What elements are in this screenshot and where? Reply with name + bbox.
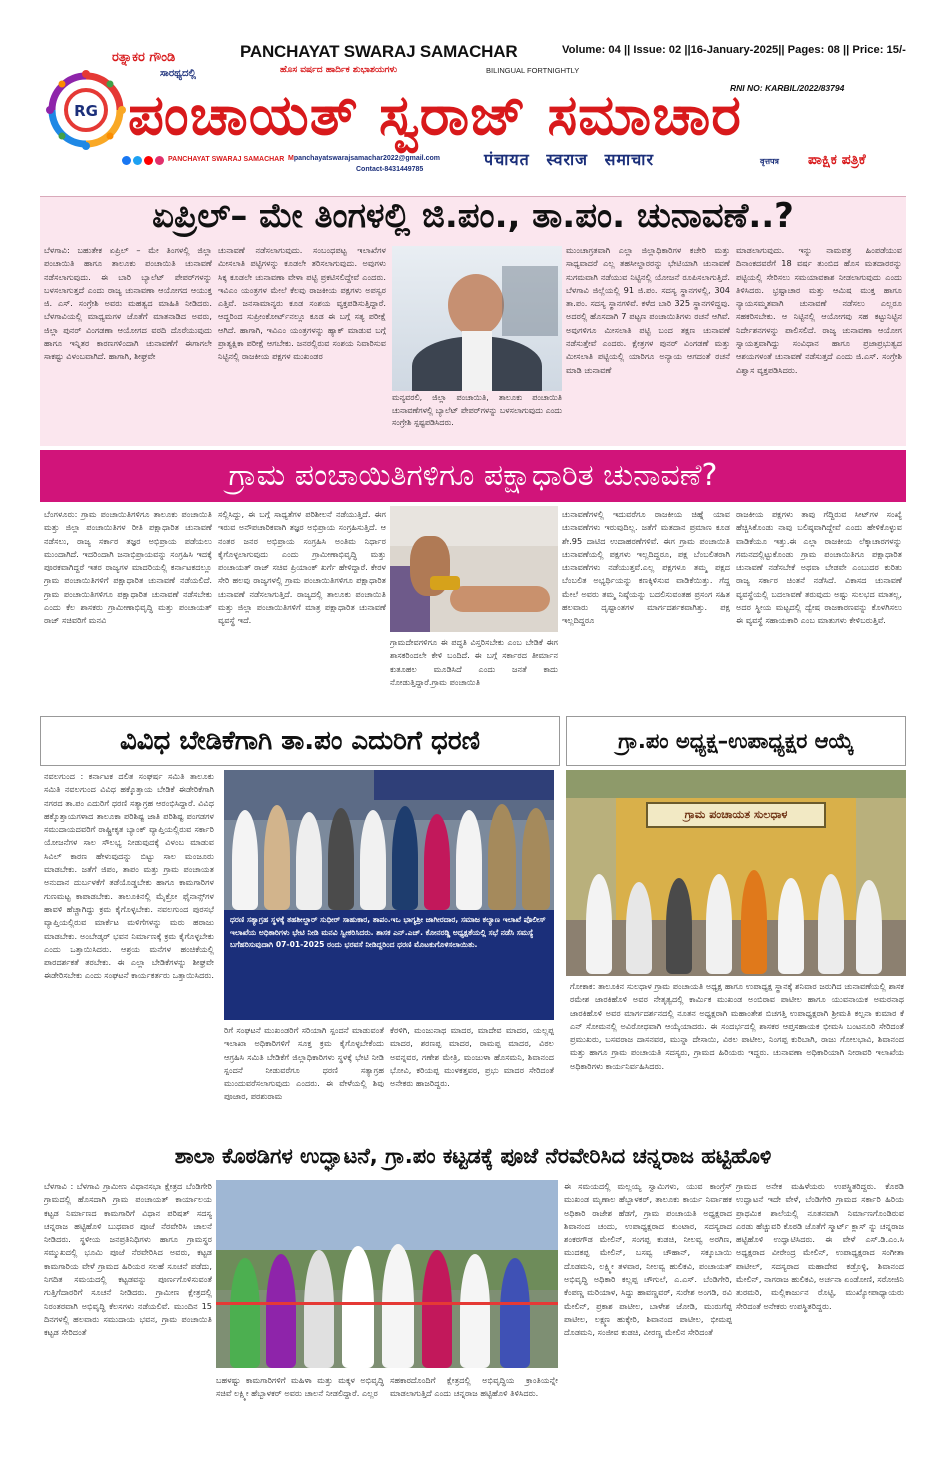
article-school-headline: ಶಾಲಾ ಕೊಠಡಿಗಳ ಉದ್ಘಾಟನೆ, ಗ್ರಾ.ಪಂ ಕಟ್ಟಡಕ್ಕೆ ಪೂಜೆ ನೆರವೇರಿಸಿದ ಚನ್ನರಾಜ ಹಟ್ಟಿಹೊಳಿ xyxy=(174,1144,772,1168)
article-party-col5: ರಾಜಕೀಯ ಪಕ್ಷಗಳು ತಾವು ಗೆದ್ದಿರುವ ಸೀಟ್‌ಗಳ ಸಂಖ್ಯೆ ಹೆಚ್ಚಿಸಿಕೊಂಡು ನಾವು ಬಲಿಷ್ಠವಾಗಿದ್ದೇವೆ ಎಂದು ಹೇಳಿಕೊಳ್ಳುವ ವಾಡಿಕೆಯೂ ಇತ್ತು.ಈ ಎಲ್ಲಾ ರಾಜಕೀಯ ಲೆಕ್ಕಾಚಾರಗಳನ್ನು ಗಮನದಲ್ಲಿಟ್ಟುಕೊಂಡು ಗ್ರಾಮ ಪಂಚಾಯಿತಿಗೂ ಪಕ್ಷಾಧಾರಿತ ಚುನಾವಣೆ ನಡೆಸಬೇಕೆ ಅಥವಾ ಬೇಡವೇ ಎಂಬುದರ ಕುರಿತು ರಾಜ್ಯ ಸರ್ಕಾರ ಚಿಂತನೆ ನಡೆಸಿದೆ. ವಿಕಾಸದ ಚುನಾವಣೆ ವ್ಯವಸ್ಥೆಯಲ್ಲಿ ಬದಲಾವಣೆ ತರುವುದು ಅಷ್ಟು ಸುಲಭದ ಮಾತಲ್ಲ, ಅದರ ಸ್ಥೀಯ ಮಟ್ಟದಲ್ಲಿ ದ್ವೇಷ ರಾಜಕಾರಣವನ್ನು ಕೊಳಗಿಸಲು ಈ ವ್ಯವಸ್ಥೆ ಸಹಾಯಕಾರಿ ಎಂಬ ಮಾತುಗಳು ಕೇಳಿಬರುತ್ತಿವೆ. xyxy=(736,509,902,626)
brand-sub: ಸಾರಥ್ಯದಲ್ಲಿ xyxy=(160,68,196,79)
article-protest-col1: ನವಲಗುಂದ : ಕರ್ನಾಟಕ ದಲಿತ ಸಂಘರ್ಷ ಸಮಿತಿ ತಾಲೂಕು ಸಮಿತಿ ನವಲಗುಂದ ವಿವಿಧ ಹಕ್ಕೊತ್ತಾಯ ಬೇಡಿಕೆ ಈಡೇರಿಕೆಗಾಗಿ ನಗರದ ತಾ.ಪಂ ಎದುರಿಗೆ ಧರಣಿ ಸತ್ಯಾಗ್ರಹ ಆರಂಭಿಸಿದ್ದಾರೆ. ವಿವಿಧ ಹಕ್ಕೊತ್ತಾಯಗಳಾದ ತಾಲೂಕಾ ಪರಿಶಿಷ್ಟ ಜಾತಿ ಪರಿಶಿಷ್ಟ ಪಂಗಡಗಳ ಸಮುದಾಯದವರಿಗೆ ರಾಷ್ಟ್ರೀಕೃತ ಬ್ಯಾಂಕ್ ವ್ಯಾಪ್ತಿಯಲ್ಲಿರುವ ಸರ್ಕಾರಿ ಯೋಜನೆಗಳ ಸಾಲ ಸೌಲಭ್ಯ ನೀಡುವುದಕ್ಕೆ ವಿಳಂಬ ಮಾಡುವ ಸಿವಿಲ್ ಕಾರಣ ಹೇಳುವುದನ್ನು ಬಿಟ್ಟು ಸಾಲ ಮಂಜೂರು ಮಾಡಬೇಕು. ಜತೆಗೆ ಜಿಪಂ, ತಾಪಂ ಮತ್ತು ಗ್ರಾಮ ಪಂಚಾಯತ ಅನುದಾನ ದುರ್ಬಳಕೆಗೆ ತಡೆಯೊಡ್ಡಬೇಕು ಹಾಗೂ ಕಾಮಗಾರಿಗಳ ಗುಣಮಟ್ಟ ಕಾಪಾಡಬೇಕು. ತಾಲೂಕಿನಲ್ಲಿ ಮೈಕ್ರೋ ಫೈನಾನ್ಸ್‌ಗಳ ಹಾವಳಿ ಹೆಚ್ಚಾಗಿದ್ದು ಕ್ರಮ ಕೈಗೊಳ್ಳಬೇಕು. ನವಲಗುಂದ ಪುರಸಭೆ ವ್ಯಾಪ್ತಿಯಲ್ಲಿರುವ ಮಾರ್ಕೆಟ ಮಳಿಗೆಗಳನ್ನು ಮರು ಹರಾಜು ಮಾಡಬೇಕು. ಅಂಬೇಡ್ಕರ್ ಭವನ ನಿರ್ಮಾಣಕ್ಕೆ ಕ್ರಮ ಕೈಗೊಳ್ಳಬೇಕು ಎಂದು ಒತ್ತಾಯಿಸಿದರು. ಆಶ್ರಯ ಮನೆಗಳ ಹಂಚಿಕೆಯಲ್ಲಿ ಪಾರದರ್ಶಕತೆ ತರಬೇಕು. ಈ ಎಲ್ಲಾ ಬೇಡಿಕೆಗಳನ್ನು ಶೀಘ್ರವೇ ಈಡೇರಿಸಬೇಕು ಎಂದು ಸಂಘಟನೆ ಕಾರ್ಯಕರ್ತರು ಒತ್ತಾಯಿಸಿದರು. xyxy=(44,771,214,981)
contact: Contact-8431449785 xyxy=(356,166,424,173)
article-school-col2: ಬಹಳಷ್ಟು ಕಾಮಗಾರಿಗಳಿಗೆ ಮಹಿಳಾ ಮತ್ತು ಮಕ್ಕಳ ಅಭಿವೃದ್ಧಿ ಸಚಿವೆ ಲಕ್ಷ್ಮೀ ಹೆಬ್ಬಾಳಕರ್ ಅವರು ಚಾಲನೆ ನೀಡಲಿದ್ದಾರೆ. ಎಲ್ಲರ xyxy=(216,1375,384,1399)
article-election-col3: ಮುಂಚಾಗ್ರತವಾಗಿ ಎಲ್ಲಾ ಜಿಲ್ಲಾಧಿಕಾರಿಗಳ ಕಚೇರಿ ಮತ್ತು ಸಾಧ್ಯವಾದರೆ ಎಲ್ಲ ತಹಸೀಲ್ದಾರರನ್ನು ಭೇಟಿಯಾಗಿ ಚುನಾವಣೆ ಸುಗಮವಾಗಿ ನಡೆಯುವ ನಿಟ್ಟಿನಲ್ಲಿ ಯೋಜನೆ ರೂಪಿಸಲಾಗುತ್ತಿದೆ. ಬೆಳಗಾವಿ ಜಿಲ್ಲೆಯಲ್ಲಿ 91 ಜಿ.ಪಂ. ಸದಸ್ಯ ಸ್ಥಾನಗಳಲ್ಲಿ, 304 ತಾ.ಪಂ. ಸದಸ್ಯ ಸ್ಥಾನಗಳಿವೆ. ಕಳೆದ ಬಾರಿ 325 ಸ್ಥಾನಗಳಿದ್ದವು. ಅದರಲ್ಲಿ ಹೊಸದಾಗಿ 7 ಪಟ್ಟಣ ಪಂಚಾಯಿತಿಗಳು ರಚನೆ ಆಗಿವೆ. ಅವುಗಳಿಗೂ ಮೀಸಲಾತಿ ಪಟ್ಟಿ ಬಂದ ತಕ್ಷಣ ಚುನಾವಣೆ ನಡೆಸುತ್ತೇವೆ ಎಂದರು. ಕ್ಷೇತ್ರಗಳ ಪುನರ್ ವಿಂಗಡಣೆ ಮತ್ತು ಮೀಸಲಾತಿ ಪಟ್ಟಿಯಲ್ಲಿ ಯಾರಿಗೂ ಅನ್ಯಾಯ ಆಗದಂತೆ ರಚನೆ ಮಾಡಿ ಚುನಾವಣೆ xyxy=(566,245,730,375)
masthead xyxy=(0,0,945,178)
svg-text:RG: RG xyxy=(74,102,98,120)
article-party-col2: ಸಲ್ಲಿಸಿದ್ದು, ಈ ಬಗ್ಗೆ ಸಾಧ್ಯತೆಗಳ ಪರಿಶೀಲನೆ ನಡೆಯುತ್ತಿದೆ. ಈಗ ಇರುವ ಅನೌಪಚಾರಿಕವಾಗಿ ತಜ್ಞರ ಅಭಿಪ್ರಾಯ ಸಂಗ್ರಹಿಸುತ್ತಿದೆ. ಆ ನಂತರ ಜನರ ಅಭಿಪ್ರಾಯ ಸಂಗ್ರಹಿಸಿ ಅಂತಿಮ ನಿರ್ಧಾರ ಕೈಗೊಳ್ಳಲಾಗುವುದು ಎಂದು ಗ್ರಾಮೀಣಾಭಿವೃದ್ಧಿ ಮತ್ತು ಪಂಚಾಯತ್ ರಾಜ್ ಸಚಿವ ಪ್ರಿಯಾಂಕ್ ಖರ್ಗೆ ಹೇಳಿದ್ದಾರೆ. ಕೇರಳ ಸೇರಿ ಹಲವು ರಾಜ್ಯಗಳಲ್ಲಿ ಗ್ರಾಮ ಪಂಚಾಯಿತಿಗಳಿಗೂ ಪಕ್ಷಾಧಾರಿತ ಚುನಾವಣೆ ನಡೆಸಲಾಗುತ್ತಿದೆ. ರಾಜ್ಯದಲ್ಲಿ ತಾಲೂಕು ಪಂಚಾಯಿತಿ ಮತ್ತು ಜಿಲ್ಲಾ ಪಂಚಾಯಿತಿಗಳಿಗೆ ಮಾತ್ರ ಪಕ್ಷಾಧಾರಿತ ಚುನಾವಣೆ ವ್ಯವಸ್ಥೆ ಇದೆ. xyxy=(218,509,386,626)
article-election-col4: ಮಾಡಲಾಗುವುದು. ಇನ್ನು ನಾಮಪತ್ರ ಹಿಂಪಡೆಯುವ ದಿನಾಂಕದವರೆಗೆ 18 ವರ್ಷ ತುಂಬಿದ ಹೊಸ ಮತದಾರರನ್ನು ಪಟ್ಟಿಯಲ್ಲಿ ಸೇರಿಸಲು ಸಮಯಾವಕಾಶ ನೀಡಲಾಗುವುದು ಎಂದು ತಿಳಿಸಿದರು. ಭ್ರಷ್ಟಾಚಾರ ಮತ್ತು ಆಮಿಷ ಮುಕ್ತ ಹಾಗೂ ನ್ಯಾಯಸಮ್ಮತವಾಗಿ ಚುನಾವಣೆ ನಡೆಸಲು ಎಲ್ಲರೂ ಸಹಕರಿಸಬೇಕು. ಆ ನಿಟ್ಟಿನಲ್ಲಿ ಆಯೋಗವು ಸಹ ಕಟ್ಟುನಿಟ್ಟಿನ ನಿರ್ದೇಶನಗಳನ್ನು ಪಾಲಿಸಲಿದೆ. ರಾಜ್ಯ ಚುನಾವಣಾ ಆಯೋಗ ಸ್ವಾಯತ್ತವಾಗಿದ್ದು ಸಂವಿಧಾನ ಹಾಗೂ ಪ್ರಜಾಪ್ರಭುತ್ವದ ಆಶಯಗಳಂತೆ ಚುನಾವಣೆ ನಡೆಸುತ್ತದೆ ಎಂದು ಜಿ.ಎಸ್. ಸಂಗ್ರೇಶಿ ವಿಶ್ವಾಸ ವ್ಯಕ್ತಪಡಿಸಿದರು. xyxy=(736,245,902,375)
gp-signboard: ಗ್ರಾಮ ಪಂಚಾಯತ ಸುಲಧಾಳ xyxy=(646,802,826,828)
article-protest-col3: ಕೆರಳಿಗಿ, ಮಂಜುನಾಥ ಮಾದರ, ಮಾದೇವ ಮಾದರ, ಯಲ್ಲಪ್ಪ ಮಾದರ, ಶರಣಪ್ಪ ಮಾದರ, ರಾಮಪ್ಪ ಮಾದರ, ವಿಠಲ ಅವನ್ನವರ, ಗಣೇಶ ಮೇತ್ರಿ, ಮಂಜುಳಾ ಹೊಸಮನಿ, ಶಿವಾನಂದ ಭೋವಿ, ಕರಿಯಪ್ಪ ಮುಳಕತ್ತವರ, ಪ್ರಭು ಮಾದರ ಸೇರಿದಂತೆ ಅನೇಕರು ಹಾಜರಿದ್ದರು. xyxy=(390,1025,554,1089)
protest-photo xyxy=(224,770,554,910)
gp-office-photo xyxy=(566,770,906,976)
article-election-headline-wrap xyxy=(40,192,906,240)
logo-icon xyxy=(46,70,126,150)
title-en: PANCHAYAT SWARAJ SAMACHAR xyxy=(240,42,518,61)
title-kannada: ಪಂಚಾಯತ್ ಸ್ವರಾಜ್ ಸಮಾಚಾರ xyxy=(128,83,742,148)
title-hindi: पंचायत स्वराज समाचार xyxy=(484,150,654,169)
article-protest-headline: ವಿವಿಧ ಬೇಡಿಕೆಗಾಗಿ ತಾ.ಪಂ ಎದುರಿಗೆ ಧರಣಿ xyxy=(120,726,480,756)
protest-photo-caption: ಧರಣಿ ಸತ್ಯಾಗ್ರಹ ಸ್ಥಳಕ್ಕೆ ತಹಶೀಲ್ದಾರ್ ಸುಧೀರ್ ಸಾಹುಕಾರ, ತಾಪಂ.ಇಒ ಭಾಗ್ಯಶ್ರೀ ಜಾಗೀರದಾರ, ಸಮಾಜ ಕಲ್ಯಾಣ ಇಲಾಖೆ ಪೊಲೀಸ್ ಇಲಾಖೆಯ ಅಧಿಕಾರಿಗಳು ಭೇಟಿ ನೀಡಿ ಮನವಿ ಸ್ವೀಕರಿಸಿದರು. ಶಾಸಕ ಎನ್.ಎಚ್. ಕೋನರಡ್ಡಿ ಅಧ್ಯಕ್ಷತೆಯಲ್ಲಿ ಸಭೆ ನಡೆಸಿ ಸಮಸ್ಯೆ ಬಗೆಹರಿಸುವುದಾಗಿ 07-01-2025 ರಂದು ಭರವಸೆ ನೀಡಿದ್ದರಿಂದ ಧರಣಿ ಮೊಟಕುಗೊಳಿಸಲಾಯಿತು. xyxy=(224,910,554,1020)
article-gp-body: ಗೋಕಾಕ: ತಾಲೂಕಿನ ಸುಲಧಾಳ ಗ್ರಾಮ ಪಂಚಾಯತಿ ಅಧ್ಯಕ್ಷ ಹಾಗೂ ಉಪಾಧ್ಯಕ್ಷ ಸ್ಥಾನಕ್ಕೆ ಶನಿವಾರ ಜರುಗಿದ ಚುನಾವಣೆಯಲ್ಲಿ ಶಾಸಕ ರಮೇಶ ಜಾರಕಿಹೊಳಿ ಅವರ ನೇತೃತ್ವದಲ್ಲಿ ಕಾರ್ಮಿಕ ಮುಖಂಡ ಅಂಬಿರಾವ ಪಾಟೀಲ ಹಾಗೂ ಯುವನಾಯಕ ಅಮರನಾಥ ಜಾರಕಿಹೊಳಿ ಅವರ ಮಾರ್ಗದರ್ಶನದಲ್ಲಿ ನೂತನ ಅಧ್ಯಕ್ಷರಾಗಿ ಮಹಾಂತೇಶ ಬಿಚಗತ್ತಿ ಉಪಾಧ್ಯಕ್ಷರಾಗಿ ಶ್ರೀಮತಿ ಕಲ್ಪನಾ ಕುಮಾರ ಕೆ ಎನ್ ಸೋಮನಲ್ಲಿ ಅವಿರೋಧವಾಗಿ ಆಯ್ಕೆಯಾದರು. ಈ ಸಂದರ್ಭದಲ್ಲಿ ಶಾಸಕರ ಆಪ್ತಸಹಾಯಕ ಭೀಮಸಿ ಬಂಟನೂರಿ ಸೇರಿದಂತೆ ಪ್ರಮುಖರು, ಬಸವರಾಜ ದಾಸನವರ, ಮುನ್ನಾ ದೇಸಾಯಿ, ವಿಠಲ ಪಾಟೀಲ, ನಿಂಗಪ್ಪ ಕುರಿಬಾಗಿ, ರಾಜು ಗೋಲಭಾವಿ, ಶಿವಾನಂದ ಮತ್ತು ಹಾಗೂ ಗ್ರಾಮ ಪಂಚಾಯತಿ ಸದಸ್ಯರು, ಗ್ರಾಮದ ಹಿರಿಯರು ಇದ್ದರು. ಚುನಾವಣಾ ಅಧಿಕಾರಿಯಾಗಿ ನೀರಾವರಿ ಇಲಾಖೆಯ ಅಧಿಕಾರಿಗಳು ಕಾರ್ಯನಿರ್ವಹಿಸಿದರು. xyxy=(570,981,904,1071)
email: Mpanchayatswarajsamachar2022@gmail.com xyxy=(288,155,440,162)
article-election-col1: ಬೆಳಗಾವಿ: ಬಹುತೇಕ ಏಪ್ರಿಲ್ – ಮೇ ತಿಂಗಳಲ್ಲಿ ಜಿಲ್ಲಾ ಪಂಚಾಯಿತಿ ಹಾಗೂ ತಾಲೂಕು ಪಂಚಾಯಿತಿ ಚುನಾವಣೆ ನಡೆಸಲಾಗುವುದು. ಈ ಬಾರಿ ಬ್ಯಾಲೆಟ್ ಪೇಪರ್‌ಗಳನ್ನು ಬಳಸಲಾಗುತ್ತದೆ ಎಂದು ರಾಜ್ಯ ಚುನಾವಣಾ ಆಯೋಗದ ಆಯುಕ್ತ ಜಿ. ಎಸ್. ಸಂಗ್ರೇಶಿ ಅವರು ಮಹತ್ವದ ಮಾಹಿತಿ ನೀಡಿದರು. ಬೆಳಗಾವಿಯಲ್ಲಿ ಮಾಧ್ಯಮಗಳ ಜೊತೆಗೆ ಮಾತನಾಡಿದ ಅವರು, ಜಿಲ್ಲಾ ಪುನರ್ ವಿಂಗಡಣಾ ಆಯೋಗದ ವರದಿ ದೊರೆಯುವುದು ಹಾಗೂ ಇನ್ನಿತರ ಕಾರಣಗಳಿಂದಾಗಿ ಚುನಾವಣೆಗೆ ಈಗಾಗಲೇ ಸಾಕಷ್ಟು ವಿಳಂಬವಾಗಿದೆ. ಹಾಗಾಗಿ, ಶೀಘ್ರವೇ xyxy=(44,245,212,362)
official-portrait-photo xyxy=(392,246,562,391)
brand-top: ರತ್ನಾಕರ ಗೌಂಡಿ xyxy=(112,50,176,65)
article-party-col4: ಚುನಾವಣೆಗಳಲ್ಲಿ ಇದುವರೆಗೂ ರಾಜಕೀಯ ಚಿಹ್ನೆ ಯಾವ ಚುನಾವಣೆಗಳು ಇರುವುದಿಲ್ಲ. ಜತೆಗೆ ಮತದಾನ ಪ್ರಮಾಣ ಕೂಡ ಶೇ.95 ದಾಟಿದ ಉದಾಹರಣೆಗಳಿವೆ. ಈಗ ಗ್ರಾಮ ಪಂಚಾಯಿತಿ ಚುನಾವಣೆಯಲ್ಲಿ ಪಕ್ಷಗಳು ಇಲ್ಲದಿದ್ದರೂ, ಪಕ್ಷ ಬೆಂಬಲಿತರಾಗಿ ಚುನಾವಣೆಗಳು ನಡೆಯುತ್ತವೆ.ಎಲ್ಲ ಪಕ್ಷಗಳೂ ತಮ್ಮ ಪಕ್ಷದ ಬೆಂಬಲಿತ ಅಭ್ಯರ್ಥಿಯನ್ನು ಕಣಕ್ಕಿಳಿಸುವ ವಾಡಿಕೆಯಿತ್ತು. ಗೆದ್ದ ಮೇಲೆ ಅವರು ತಮ್ಮ ನಿಷ್ಠೆಯನ್ನು ಬದಲಿಸುವಂತಹ ಪ್ರಸಂಗ ಸಹಿತ ಹಲವಾರು ದೃಷ್ಟಾಂತಗಳ ಮಾರ್ಗದರ್ಶಕವಾಗಿತ್ತು. ಪಕ್ಷ ಇಲ್ಲದಿದ್ದರೂ xyxy=(562,509,730,626)
article-school-col4: ಈ ಸಮಯದಲ್ಲಿ ಮಲ್ಲಯ್ಯ ಸ್ವಾಮಿಗಳು, ಯುವ ಕಾಂಗ್ರೆಸ್ ಮುಖಂಡ ಮೃಣಾಲ ಹೆಬ್ಬಾಳಕರ್, ತಾಲೂಕು ಕಾರ್ಯ ನಿರ್ವಾಹಕ ಅಧಿಕಾರಿ ರಾಜೇಶ ಹೆಡಗೆ, ಗ್ರಾಮ ಪಂಚಾಯತಿ ಅಧ್ಯಕ್ಷರಾದ ಶಿವಾನಂದ ಚಂದು, ಉಪಾಧ್ಯಕ್ಷರಾದ ಕುಂಟಾರ, ಸದಸ್ಯರಾದ ಶಂಕರಗೌಡ ಮೇಲಿನ್, ಸಂಗಪ್ಪ ಕುಡಚಿ, ನೀಲವ್ವ ಅರಗಿಣ, ಮುದಕಪ್ಪ ಮೇಲಿನ್, ಬಸವ್ವ ಚೌಹಾನ್, ಸಕ್ಕೂಬಾಯಿ ದೊಡಮನಿ, ಲಕ್ಷ್ಮೀ ತಳವಾರ, ನೀಲವ್ವ ಹುಲಿಕವಿ, ಪಂಚಾಯತ್ ಅಭಿವೃದ್ಧಿ ಅಧಿಕಾರಿ ಕಲ್ಲಪ್ಪ ಚೌಗುಲೆ, ಎ.ಎಸ್. ಬೆಂಡಿಗೇರಿ, ಕೆಂಪಣ್ಣ ಮರಿಯಾಳ, ಸಿದ್ದು ಹಾವಣ್ಣವರ್, ಸುರೇಶ ಅಂಗಡಿ, ರವಿ ಮೇಲಿನ್, ಪ್ರಕಾಶ ಪಾಟೀಲ, ಬಾಳೇಶ ಜೋಡಿ, ಮುರುಗೆಪ್ಪ ಪಾಟೀಲ, ಲಕ್ಷ್ಮಣ ಹುಕ್ಕೇರಿ, ಶಿವಾನಂದ ಪಾಟೀಲ, ಭೀಮಪ್ಪ ದೊಡಮನಿ, ಸಂಜೀವ ಕುಡಚಿ, ವೀರಣ್ಣ ಮೇಲಿನ ಸೇರಿದಂತೆ xyxy=(564,1181,732,1338)
social-icons xyxy=(122,156,164,165)
paakshika: ಪಾಕ್ಷಿಕ ಪತ್ರಿಕೆ xyxy=(808,152,866,168)
article-party-col1: ಬೆಂಗಳೂರು: ಗ್ರಾಮ ಪಂಚಾಯಿತಿಗಳಿಗೂ ತಾಲೂಕು ಪಂಚಾಯಿತಿ ಮತ್ತು ಜಿಲ್ಲಾ ಪಂಚಾಯಿತಿಗಳ ರೀತಿ ಪಕ್ಷಾಧಾರಿತ ಚುನಾವಣೆ ನಡೆಸಲು, ರಾಜ್ಯ ಸರ್ಕಾರ ತಜ್ಞರ ಅಭಿಪ್ರಾಯ ಪಡೆಯಲು ಮುಂದಾಗಿದೆ. ಇದರಿಂದಾಗಿ ಜನಾಭಿಪ್ರಾಯವನ್ನು ಸಂಗ್ರಹಿಸಿ ಇದಕ್ಕೆ ಪೂರಕವಾಗಿದ್ದರೆ ಇತರ ರಾಜ್ಯಗಳ ಮಾದರಿಯಲ್ಲಿ ಕರ್ನಾಟಕದಲ್ಲೂ ಗ್ರಾಮ ಪಂಚಾಯಿತಿಗಳಿಗೆ ಪಕ್ಷಾಧಾರಿತ ಚುನಾವಣೆ ನಡೆಯಲಿದೆ. ಗ್ರಾಮ ಪಂಚಾಯಿತಿಗಳಿಗೂ ಪಕ್ಷಾಧಾರಿತ ಚುನಾವಣೆ ನಡೆಸಬೇಕು ಎಂದು ಕೆಲ ಶಾಸಕರು ಗ್ರಾಮೀಣಾಭಿವೃದ್ಧಿ ಮತ್ತು ಪಂಚಾಯತ್ ರಾಜ್ ಸಚಿವರಿಗೆ ಮನವಿ xyxy=(44,509,212,626)
article-school-col1: ಬೆಳಗಾವಿ : ಬೆಳಗಾವಿ ಗ್ರಾಮೀಣ ವಿಧಾನಸಭಾ ಕ್ಷೇತ್ರದ ಬೆಂಡಿಗೇರಿ ಗ್ರಾಮದಲ್ಲಿ ಹೊಸದಾಗಿ ಗ್ರಾಮ ಪಂಚಾಯತ್ ಕಾರ್ಯಾಲಯ ಕಟ್ಟಡ ನಿರ್ಮಾಣದ ಕಾಮಗಾರಿಗೆ ವಿಧಾನ ಪರಿಷತ್ ಸದಸ್ಯ ಚನ್ನರಾಜ ಹಟ್ಟಿಹೊಳಿ ಬುಧವಾರ ಪೂಜೆ ನೆರವೇರಿಸಿ ಚಾಲನೆ ನೀಡಿದರು. ಸ್ಥಳೀಯ ಜನಪ್ರತಿನಿಧಿಗಳು ಹಾಗೂ ಗ್ರಾಮಸ್ಥರ ಸಮ್ಮುಖದಲ್ಲಿ ಭೂಮಿ ಪೂಜೆ ನೆರವೇರಿಸಿದ ಅವರು, ಕಟ್ಟಡ ಕಾಮಗಾರಿಯ ವೇಳೆ ಗ್ರಾಮದ ಹಿರಿಯರ ಸಲಹೆ ಸೂಚನೆ ಪಡೆದು, ನಿಗದಿತ ಸಮಯದಲ್ಲಿ ಕಟ್ಟಡವನ್ನು ಪೂರ್ಣಗೊಳಿಸುವಂತೆ ಗುತ್ತಿಗೆದಾರರಿಗೆ ಸೂಚನೆ ನೀಡಿದರು. ಗ್ರಾಮೀಣ ಕ್ಷೇತ್ರದಲ್ಲಿ ನಿರಂತರವಾಗಿ ಅಭಿವೃದ್ಧಿ ಕೆಲಸಗಳು ನಡೆಯಲಿವೆ. ಮುಂದಿನ 15 ದಿನಗಳಲ್ಲಿ ಹಲವಾರು ಸಮುದಾಯ ಭವನ, ಗ್ರಾಮ ಪಂಚಾಯಿತಿ ಕಟ್ಟಡ ಸೇರಿದಂತೆ xyxy=(44,1181,212,1338)
article-school-headline-wrap xyxy=(40,1134,906,1178)
article-school-col5: ಗ್ರಾಮದ ಅನೇಕ ಮಹಿಳೆಯರು ಉಪಸ್ಥಿತರಿದ್ದರು. ಕೊಠಡಿ ಉದ್ಘಾಟನೆ ಇದೇ ವೇಳೆ, ಬೆಂಡಿಗೇರಿ ಗ್ರಾಮದ ಸರ್ಕಾರಿ ಹಿರಿಯ ಪ್ರಾಥಮಿಕ ಶಾಲೆಯಲ್ಲಿ ನೂತನವಾಗಿ ನಿರ್ಮಾಣಗೊಂಡಿರುವ ಎರಡು ಹೆಚ್ಚುವರಿ ಕೊಠಡಿ ಜೊತೆಗೆ ಸ್ಮಾರ್ಟ್ ಕ್ಲಾಸ್ ನ್ನು ಚನ್ನರಾಜ ಹಟ್ಟಿಹೊಳಿ ಉದ್ಘಾಟಿಸಿದರು. ಈ ವೇಳೆ ಎಸ್.ಡಿ.ಎಂ.ಸಿ ಅಧ್ಯಕ್ಷರಾದ ವೀರೇಂದ್ರ ಮೇಲಿನ್, ಉಪಾಧ್ಯಕ್ಷರಾದ ಸಂಗೀತಾ ಪಾಟೀಲ್, ಸದಸ್ಯರಾದ ಮಹಾದೇವ ಕಡ್ರೊಳ್ಳಿ, ಶಿವಾನಂದ ಮೇಲಿನ್, ನಾಗರಾಜ ಹುಲಿಕವಿ, ಅರ್ಚನಾ ಏಂಡೋಣಿ, ಸರೋಜಿನಿ ತುರಮರಿ, ಮಲ್ಲಿಕಾರ್ಜುನ ರೊಟ್ಟಿ, ಮುಖ್ಯೋಪಾಧ್ಯಾಯರು ಸೇರಿದಂತೆ ಅನೇಕರು ಉಪಸ್ಥಿತರಿದ್ದರು. xyxy=(736,1181,904,1311)
ballot-finger-photo xyxy=(390,506,558,632)
article-gp-headline-wrap xyxy=(566,716,906,766)
article-election-headline: ಏಪ್ರಿಲ್– ಮೇ ತಿಂಗಳಲ್ಲಿ ಜಿ.ಪಂ., ತಾ.ಪಂ. ಚುನಾವಣೆ..? xyxy=(152,196,794,236)
photo-caption: ಮನ್ಯವರಲಿ, ಜಿಲ್ಲಾ ಪಂಚಾಯಿತಿ, ತಾಲೂಕು ಪಂಚಾಯಿತಿ ಚುನಾವಣೆಗಳಲ್ಲಿ ಬ್ಯಾಲೆಟ್ ಪೇಪರ್‌ಗಳನ್ನು ಬಳಸಲಾಗುವುದು ಎಂದು ಸಂಗ್ರೇಶಿ ಸ್ಪಷ್ಟಪಡಿಸಿದರು. xyxy=(392,393,562,427)
article-school-col3: ಸಹಕಾರದೊಂದಿಗೆ ಕ್ಷೇತ್ರದಲ್ಲಿ ಅಭಿವೃದ್ಧಿಯ ಕ್ರಾಂತಿಯನ್ನೇ ಮಾಡಲಾಗುತ್ತಿದೆ ಎಂದು ಚನ್ನರಾಜ ಹಟ್ಟಿಹೊಳಿ ತಿಳಿಸಿದರು. xyxy=(390,1375,558,1399)
article-party-headline-bar xyxy=(40,450,906,502)
vruttapatra: वृत्तपत्र xyxy=(760,157,779,166)
issue-meta: Volume: 04 || Issue: 02 ||16-January-2025|| Pages: 08 || Price: 15/- xyxy=(562,44,906,56)
article-protest-headline-wrap xyxy=(40,716,560,766)
article-protest-col2: ರಿಗೆ ಸಂಘಟನೆ ಮುಖಂಡರಿಗೆ ಸರಿಯಾಗಿ ಸ್ಪಂದನೆ ಮಾಡುವಂತೆ ಇಲಾಖಾ ಅಧಿಕಾರಿಗಳಿಗೆ ಸೂಕ್ತ ಕ್ರಮ ಕೈಗೊಳ್ಳಬೇಕೆಂದು ಆಗ್ರಹಿಸಿ ಸಮಿತಿ ಬೇಡಿಕೆಗೆ ಜಿಲ್ಲಾಧಿಕಾರಿಗಳು ಸ್ಥಳಕ್ಕೆ ಭೇಟಿ ನೀಡಿ ಸ್ಪಂದನೆ ನೀಡುವರೆಗೂ ಧರಣಿ ಸತ್ಯಾಗ್ರಹ ಮುಂದುವರೆಸಲಾಗುವುದು ಎಂದರು. ಈ ವೇಳೆಯಲ್ಲಿ ಶಿವು ಪೂಜಾರ, ಪರಶುರಾಮ xyxy=(224,1025,384,1102)
article-party-col3: ಗ್ರಾಮದೇವಗಳಿಗೂ ಈ ಪದ್ಧತಿ ವಿಸ್ತರಿಸಬೇಕು ಎಂಬ ಬೇಡಿಕೆ ಈಗ ಶಾಸಕರಿಂದಲೇ ಕೇಳಿ ಬಂದಿದೆ. ಈ ಬಗ್ಗೆ ಸರ್ಕಾರದ ತೀರ್ಮಾನ ಕುತೂಹಲ ಮೂಡಿಸಿದೆ ಎಂದು ಜನತೆ ಕಾದು ನೋಡುತ್ತಿದ್ದಾರೆ.ಗ್ರಾಮ ಪಂಚಾಯಿತಿ xyxy=(390,637,558,687)
article-gp-headline: ಗ್ರಾ.ಪಂ ಅಧ್ಯಕ್ಷ–ಉಪಾಧ್ಯಕ್ಷರ ಆಯ್ಕೆ xyxy=(618,729,854,753)
inauguration-photo xyxy=(216,1180,558,1368)
article-party-headline: ಗ್ರಾಮ ಪಂಚಾಯಿತಿಗಳಿಗೂ ಪಕ್ಷಾಧಾರಿತ ಚುನಾವಣೆ? xyxy=(228,458,718,493)
social-handle: PANCHAYAT SWARAJ SAMACHAR xyxy=(168,156,285,163)
greeting: ಹೊಸ ವರ್ಷದ ಹಾರ್ದಿಕ ಶುಭಾಶಯಗಳು xyxy=(280,65,398,75)
rni-number: RNI NO: KARBIL/2022/83794 xyxy=(730,83,845,93)
bilingual: BILINGUAL FORTNIGHTLY xyxy=(486,66,580,75)
article-election-col2: ಚುನಾವಣೆ ನಡೆಸಲಾಗುವುದು. ಸಂಬಂಧಪಟ್ಟ ಇಲಾಖೆಗಳ ಮೀಸಲಾತಿ ಪಟ್ಟಿಗಳನ್ನು ಕೂಡಲೇ ತರಿಸಲಾಗುವುದು. ಅವುಗಳು ಸಿಕ್ಕ ಕೂಡಲೇ ಚುನಾವಣಾ ವೇಳಾ ಪಟ್ಟಿ ಪ್ರಕಟಿಸಲಿದ್ದೇವೆ ಎಂದರು. ಇವಿಎಂ ಯಂತ್ರಗಳ ಮೇಲೆ ಕೆಲವು ರಾಜಕೀಯ ಪಕ್ಷಗಳು ಅಪಸ್ವರ ಎತ್ತಿವೆ. ಜನಸಾಮಾನ್ಯರು ಕೂಡ ಸಂಶಯ ವ್ಯಕ್ತಪಡಿಸುತ್ತಿದ್ದಾರೆ. ಆದ್ದರಿಂದ ಸುಪ್ರೀಂಕೋರ್ಟ್‌ನಲ್ಲೂ ಕೂಡ ಈ ಬಗ್ಗೆ ಸತ್ಯ ಪರೀಕ್ಷೆ ಆಗಿದೆ. ಹಾಗಾಗಿ, ಇವಿಎಂ ಯಂತ್ರಗಳನ್ನು ಹ್ಯಾಕ್ ಮಾಡುವ ಬಗ್ಗೆ ಪ್ರಾತ್ಯಕ್ಷಿಕಾ ಪರೀಕ್ಷೆ ಆಗಬೇಕು. ಜನರಲ್ಲಿರುವ ಸಂಶಯ ನಿವಾರಿಸುವ ನಿಟ್ಟಿನಲ್ಲಿ ರಾಜಕೀಯ ಪಕ್ಷಗಳ ಮುಖಂಡರ xyxy=(218,245,386,362)
